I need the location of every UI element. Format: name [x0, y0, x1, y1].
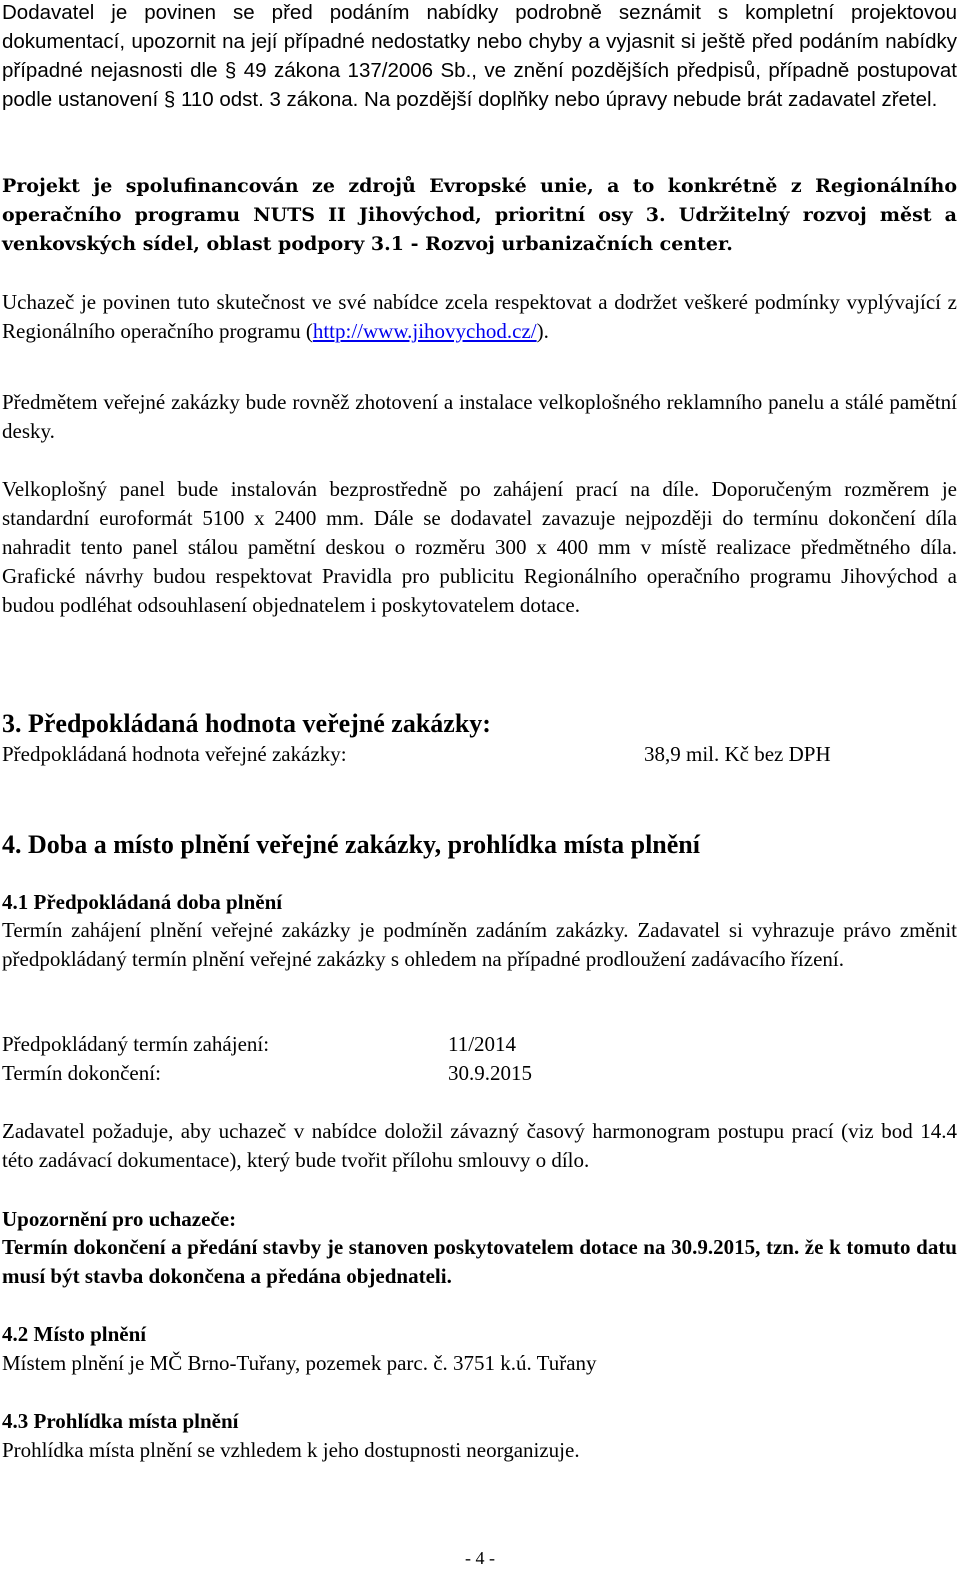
- start-date-label: Předpokládaný termín zahájení:: [2, 1032, 270, 1056]
- section-4-2-heading: 4.2 Místo plnění: [2, 1322, 147, 1346]
- section-4-heading: 4. Doba a místo plnění veřejné zakázky, prohlídka místa plnění: [2, 830, 700, 859]
- page-number: - 4 -: [465, 1548, 495, 1568]
- end-date-value: 30.9.2015: [448, 1061, 532, 1085]
- end-date-row: [2, 1059, 532, 1088]
- paragraph-site-visit: Prohlídka místa plnění se vzhledem k jeho dostupnosti neorganizuje.: [2, 1438, 580, 1462]
- paragraph-place: Místem plnění je MČ Brno-Tuřany, pozemek parc. č. 3751 k.ú. Tuřany: [2, 1351, 597, 1375]
- paragraph-panel-subject: Předmětem veřejné zakázky bude rovněž zhotovení a instalace velkoplošného reklamního panelu a stálé pamětní desky.: [2, 390, 957, 443]
- paragraph-project-documentation: Dodavatel je povinen se před podáním nabídky podrobně seznámit s kompletní projektovou dokumentací, upozornit na její případné nedostatky nebo chyby a vyjasnit si ještě před podáním nabídky případné nejasnosti dle § 49 zákona 137/2006 Sb., ve znění pozdějších předpisů, případně postupovat podle ustanovení § 110 odst. 3 zákona. Na pozdější doplňky nebo úpravy nebude brát zadavatel zřetel.: [2, 1, 957, 111]
- paragraph-eu-funding: Projekt je spolufinancován ze zdrojů Evropské unie, a to konkrétně z Regionálního operačního programu NUTS II Jihovýchod, prioritní osy 3. Udržitelný rozvoj měst a venkovských sídel, oblast podpory 3.1 - Rozvoj urbanizačních center.: [2, 175, 957, 255]
- estimated-value: 38,9 mil. Kč bez DPH: [644, 742, 831, 766]
- section-4-1-heading: 4.1 Předpokládaná doba plnění: [2, 890, 283, 914]
- section-4-3-heading: 4.3 Prohlídka místa plnění: [2, 1409, 239, 1433]
- start-date-value: 11/2014: [448, 1032, 517, 1056]
- start-date-row: [2, 1030, 516, 1059]
- paragraph-harmonogram: Zadavatel požaduje, aby uchazeč v nabídce doložil závazný časový harmonogram postupu prací (viz bod 14.4 této zadávací dokumentace), který bude tvořit přílohu smlouvy o dílo.: [2, 1119, 957, 1172]
- rop-text-before: Uchazeč je povinen tuto skutečnost ve své nabídce zcela respektovat a dodržet veškeré podmínky vyplývající z Regionálního operačního programu (: [2, 290, 957, 343]
- end-date-label: Termín dokončení:: [2, 1061, 161, 1085]
- jihovychod-link[interactable]: http://www.jihovychod.cz/: [312, 319, 537, 343]
- warning-heading: Upozornění pro uchazeče:: [2, 1207, 237, 1231]
- estimated-value-row: [2, 740, 957, 769]
- paragraph-rop-conditions: [2, 288, 957, 346]
- rop-text-after: ).: [536, 319, 549, 343]
- warning-text: Termín dokončení a předání stavby je stanoven poskytovatelem dotace na 30.9.2015, tzn. že k tomuto datu musí být stavba dokončena a předána objednateli.: [2, 1235, 957, 1288]
- paragraph-start-conditions: Termín zahájení plnění veřejné zakázky je podmíněn zadáním zakázky. Zadavatel si vyhrazuje právo změnit předpokládaný termín plnění veřejné zakázky s ohledem na případné prodloužení zadávacího řízení.: [2, 918, 957, 971]
- estimated-value-label: Předpokládaná hodnota veřejné zakázky:: [2, 742, 347, 766]
- section-3-heading: 3. Předpokládaná hodnota veřejné zakázky:: [2, 709, 491, 738]
- paragraph-panel-details: Velkoplošný panel bude instalován bezprostředně po zahájení prací na díle. Doporučeným rozměrem je standardní euroformát 5100 x 2400 mm. Dále se dodavatel zavazuje nejpozději do termínu dokončení díla nahradit tento panel stálou pamětní deskou o rozměru 300 x 400 mm v místě realizace předmětného díla. Grafické návrhy budou respektovat Pravidla pro publicitu Regionálního operačního programu Jihovýchod a budou podléhat odsouhlasení objednatelem i poskytovatelem dotace.: [2, 477, 957, 617]
